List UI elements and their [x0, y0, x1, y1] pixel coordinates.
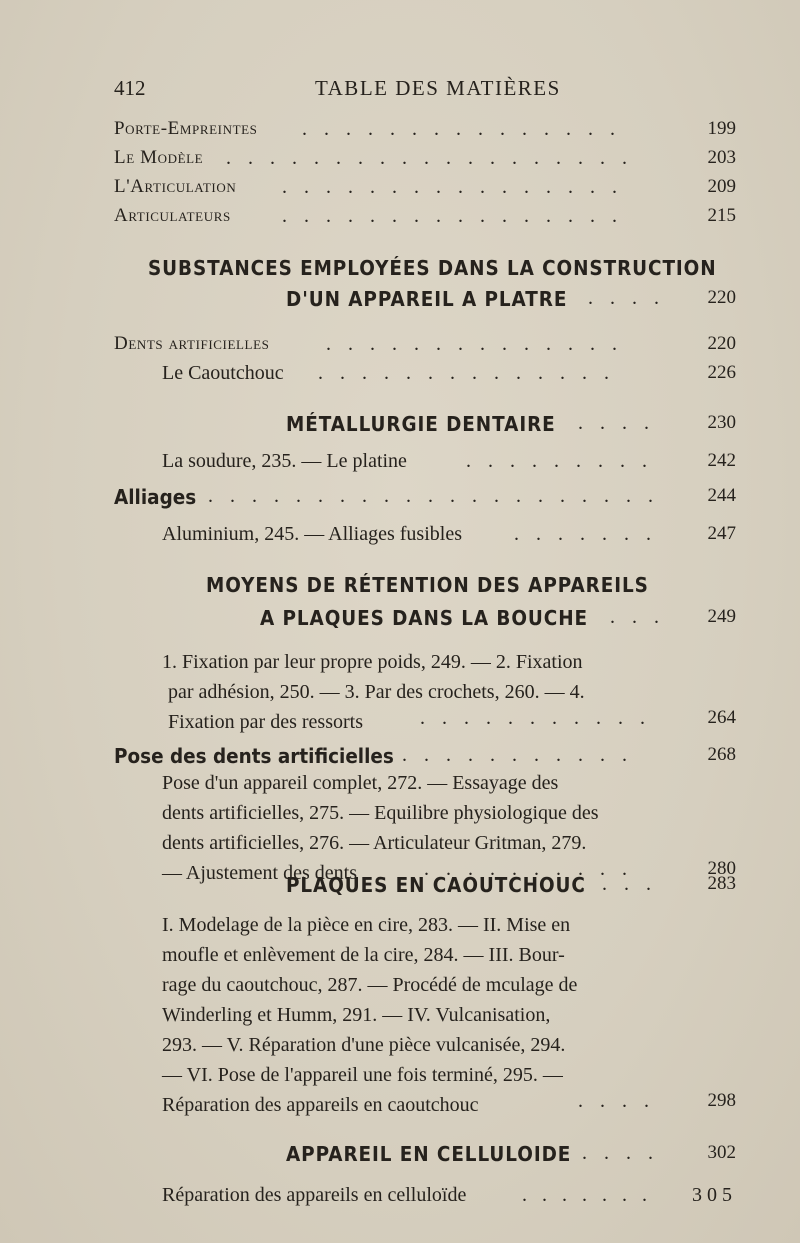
toc-entry [0, 333, 800, 363]
section-heading-row [0, 873, 800, 903]
paragraph-line: — Ajustement des dents [162, 862, 357, 884]
toc-entry-page: 244 [707, 485, 736, 506]
leader-dots: . . . . . . . . . . . . . . . . . . . . . [208, 485, 659, 507]
paragraph-line: dents artificielles, 276. — Articulateur Gritman, 279. [162, 832, 587, 854]
paragraph-line: moufle et enlèvement de la cire, 284. — III. Bour- [162, 944, 565, 966]
leader-dots: . . . . . . . . . . . . . . . . . . . [226, 147, 633, 169]
toc-entry-page: 215 [707, 205, 736, 226]
toc-entry-page: 203 [707, 147, 736, 168]
section-page: 302 [707, 1142, 736, 1163]
toc-entry-page: 280 [707, 858, 736, 879]
leader-dots: . . . . . . . . . . [424, 858, 633, 880]
toc-entry [0, 362, 800, 392]
leader-dots: . . . . [580, 873, 657, 895]
section-heading: D'UN APPAREIL A PLATRE [286, 287, 568, 311]
toc-entry [0, 205, 800, 235]
toc-entry [0, 147, 800, 177]
toc-entry-label: Le Modèle [114, 147, 204, 168]
toc-entry-label: Aluminium, 245. — Alliages fusibles [162, 523, 462, 545]
section-page: 283 [707, 873, 736, 894]
section-page: 220 [707, 287, 736, 308]
section-heading-row [0, 412, 800, 442]
toc-entry-label: Porte-Empreintes [114, 118, 258, 139]
toc-entry [0, 523, 800, 553]
page-number: 412 [114, 76, 146, 100]
leader-dots: . . . . . . . . . [466, 450, 653, 472]
toc-entry [0, 707, 800, 737]
toc-entry-label: Alliages [114, 485, 197, 509]
paragraph-line: 1. Fixation par leur propre poids, 249. — 2. Fixation [162, 651, 583, 673]
toc-entry-page: 298 [707, 1090, 736, 1111]
toc-entry [0, 118, 800, 148]
toc-entry-page: 226 [707, 362, 736, 383]
toc-paragraph [162, 910, 682, 1120]
leader-dots: . . . . . . . . . . . [420, 707, 651, 729]
toc-entry-label: L'Articulation [114, 176, 237, 197]
paragraph-line: Pose d'un appareil complet, 272. — Essayage des [162, 772, 559, 794]
toc-entry-label: Réparation des appareils en celluloïde [162, 1184, 467, 1206]
leader-dots: . . . . . . . . . . . . . . . [302, 118, 621, 140]
paragraph-line: — VI. Pose de l'appareil une fois terminé, 295. — [162, 1064, 563, 1086]
paragraph-line: Réparation des appareils en caoutchouc [162, 1094, 479, 1116]
leader-dots: . . . [610, 606, 665, 628]
paragraph-line: rage du caoutchouc, 287. — Procédé de mculage de [162, 974, 578, 996]
leader-dots: . . . . [578, 412, 655, 434]
leader-dots: . . . . . . . . . . . [402, 744, 633, 766]
paragraph-line: par adhésion, 250. — 3. Par des crochets, 260. — 4. [168, 681, 585, 703]
page-header-title: TABLE DES MATIÈRES [315, 76, 561, 100]
leader-dots: . . . . . . . [514, 523, 657, 545]
paragraph-line: Fixation par des ressorts [168, 711, 363, 733]
section-heading-row [0, 606, 800, 636]
section-heading: SUBSTANCES EMPLOYÉES DANS LA CONSTRUCTION [148, 256, 717, 280]
toc-entry [0, 1184, 800, 1214]
section-page: 230 [707, 412, 736, 433]
toc-entry [0, 450, 800, 480]
paragraph-line: dents artificielles, 275. — Equilibre physiologique des [162, 802, 599, 824]
leader-dots: . . . . [588, 287, 665, 309]
toc-entry [0, 1090, 800, 1120]
leader-dots: . . . . . . . . . . . . . . [326, 333, 623, 355]
paragraph-line: 293. — V. Réparation d'une pièce vulcanisée, 294. [162, 1034, 566, 1056]
section-heading: PLAQUES EN CAOUTCHOUC [286, 873, 586, 897]
toc-entry-label: La soudure, 235. — Le platine [162, 450, 407, 472]
toc-entry-page: 242 [707, 450, 736, 471]
section-heading: MÉTALLURGIE DENTAIRE [286, 412, 556, 436]
toc-entry-label: Le Caoutchouc [162, 362, 284, 384]
toc-entry-label: Dents artificielles [114, 333, 270, 354]
paragraph-line: I. Modelage de la pièce en cire, 283. — II. Mise en [162, 914, 571, 936]
toc-entry-label: Pose des dents artificielles [114, 744, 394, 768]
section-heading-row [0, 1142, 800, 1172]
toc-entry-page: 199 [707, 118, 736, 139]
toc-entry-label: Articulateurs [114, 205, 231, 226]
section-heading: A PLAQUES DANS LA BOUCHE [260, 606, 589, 630]
leader-dots: . . . . . . . . . . . . . . . . [282, 205, 623, 227]
leader-dots: . . . . [578, 1090, 655, 1112]
toc-entry-page: 264 [707, 707, 736, 728]
toc-entry-page: 268 [707, 744, 736, 765]
toc-entry [0, 176, 800, 206]
toc-entry [0, 485, 800, 515]
section-heading: APPAREIL EN CELLULOIDE [286, 1142, 572, 1166]
toc-entry-page: 220 [707, 333, 736, 354]
paragraph-line: Winderling et Humm, 291. — IV. Vulcanisation, [162, 1004, 551, 1026]
section-page: 249 [707, 606, 736, 627]
toc-entry-page: 209 [707, 176, 736, 197]
section-heading: MOYENS DE RÉTENTION DES APPAREILS [206, 573, 649, 597]
toc-entry-page: 247 [707, 523, 736, 544]
leader-dots: . . . . [582, 1142, 659, 1164]
leader-dots: . . . . . . . . . . . . . . [318, 362, 615, 384]
section-heading-row [0, 287, 800, 317]
leader-dots: . . . . . . . . . . . . . . . . [282, 176, 623, 198]
